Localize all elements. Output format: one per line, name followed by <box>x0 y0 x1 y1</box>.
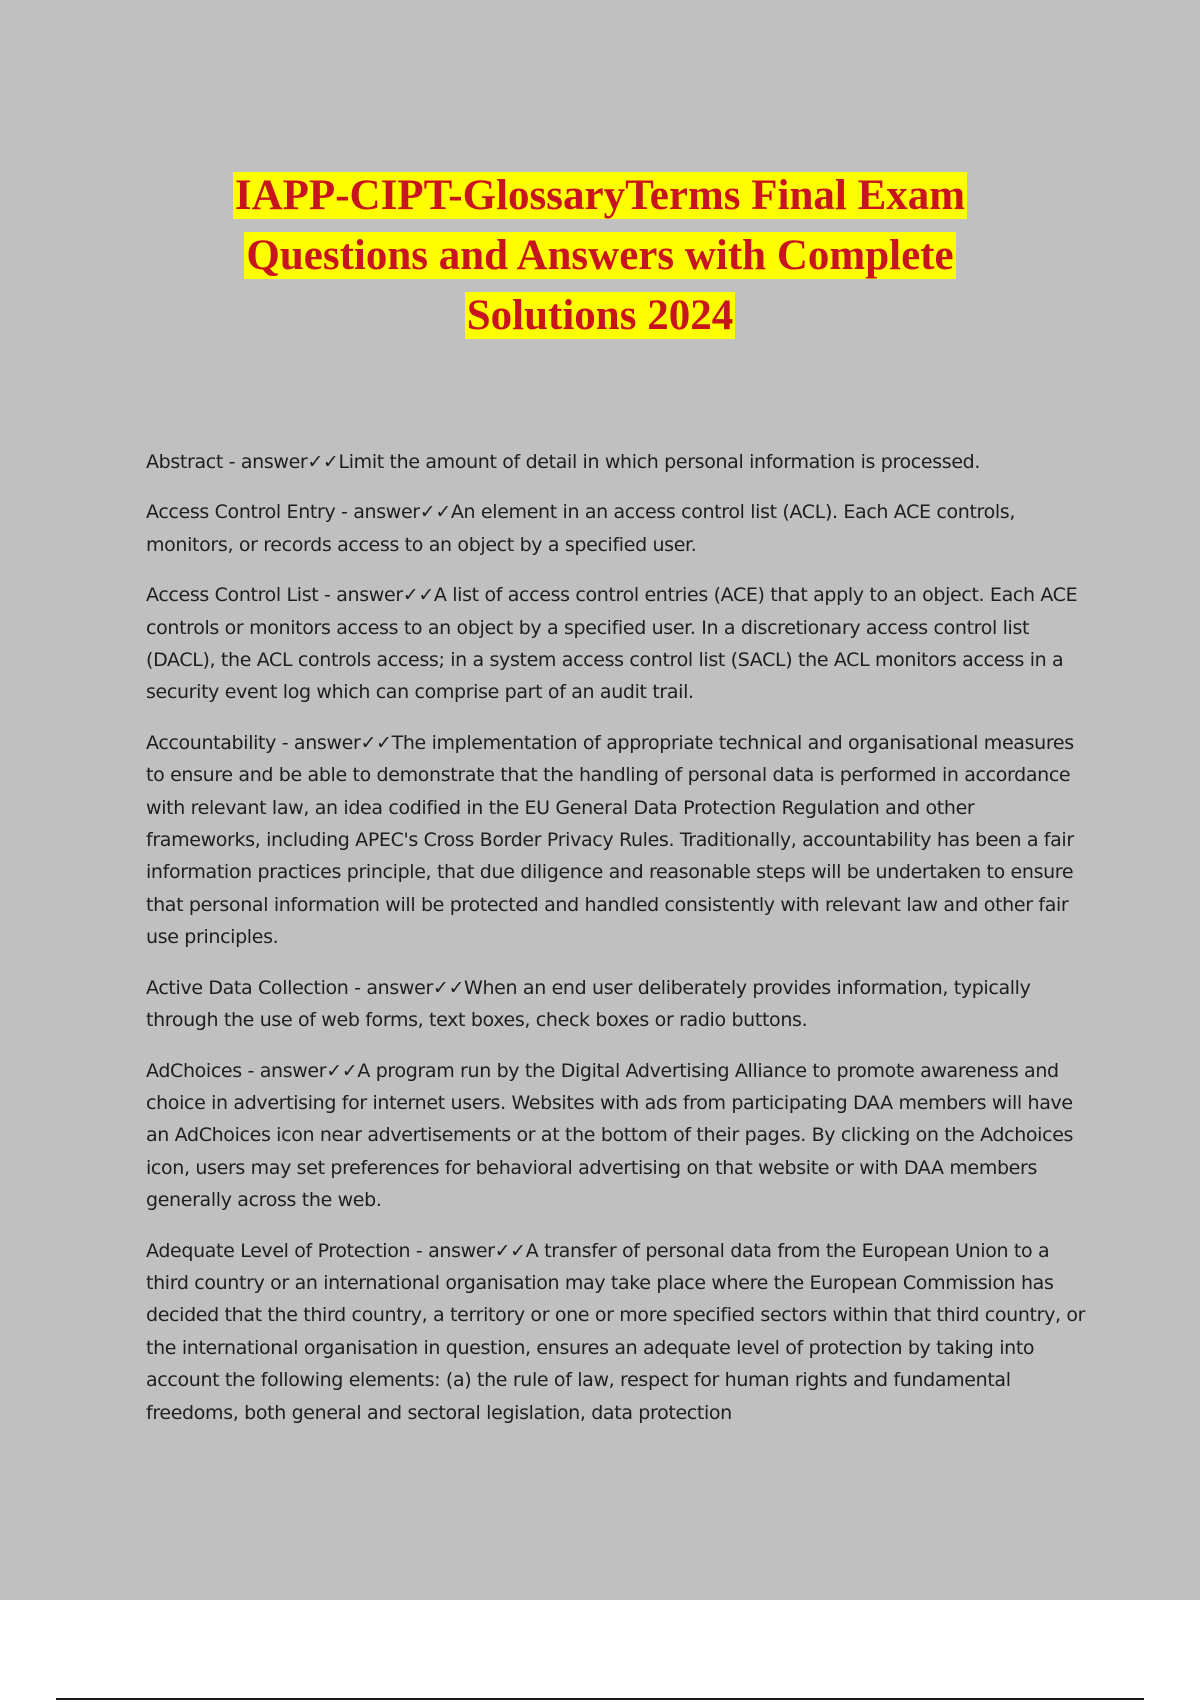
glossary-entry-active-data-collection: Active Data Collection - answer✓✓When an end user deliberately provides information, typically through the use of web forms, text boxes, check boxes or radio buttons. <box>146 976 1031 1032</box>
glossary-entry-accountability: Accountability - answer✓✓The implementation of appropriate technical and organisational measures to ensure and be able to demonstrate that the handling of personal data is performed in accordance with relevant law, an idea codified in the EU General Data Protection Regulation and other frameworks, including APEC's Cross Border Privacy Rules. Traditionally, accountability has been a fair information practices principle, that due diligence and reasonable steps will be undertaken to ensure that personal information will be protected and handled consistently with relevant law and other fair use principles. <box>146 731 1074 949</box>
title-line-2 <box>0 226 1200 286</box>
title-line-1 <box>0 166 1200 226</box>
glossary-entry-access-control-entry: Access Control Entry - answer✓✓An element in an access control list (ACL). Each ACE controls, monitors, or records access to an object by a specified user. <box>146 501 1016 556</box>
title-line-2-text: Questions and Answers with Complete <box>246 232 954 279</box>
document-title <box>0 166 1200 346</box>
glossary-list <box>146 446 1092 1447</box>
glossary-entry-adchoices: AdChoices - answer✓✓A program run by the Digital Advertising Alliance to promote awareness and choice in advertising for internet users. Websites with ads from participating DAA members will have an AdChoices icon near advertisements or at the bottom of their pages. By clicking on the Adchoices icon, users may set preferences for behavioral advertising on that website or with DAA members generally across the web. <box>146 1059 1074 1212</box>
title-line-1-text: IAPP-CIPT-GlossaryTerms Final Exam <box>234 172 966 219</box>
title-line-3-text: Solutions 2024 <box>466 292 734 339</box>
title-line-3 <box>0 286 1200 346</box>
glossary-entry-access-control-list: Access Control List - answer✓✓A list of access control entries (ACE) that apply to an object. Each ACE controls or monitors access to an object by a specified user. In a discretionary access control list (DACL), the ACL controls access; in a system access control list (SACL) the ACL monitors access in a security event log which can comprise part of an audit trail. <box>146 584 1078 704</box>
glossary-entry-adequate-level-of-protection: Adequate Level of Protection - answer✓✓A transfer of personal data from the European Union to a third country or an international organisation may take place where the European Commission has decided that the third country, a territory or one or more specified sectors within that third country, or the international organisation in question, ensures an adequate level of protection by taking into account the following elements: (a) the rule of law, respect for human rights and fundamental freedoms, both general and sectoral legislation, data protection <box>146 1239 1086 1424</box>
glossary-entry-abstract: Abstract - answer✓✓Limit the amount of detail in which personal information is processed. <box>146 451 981 473</box>
